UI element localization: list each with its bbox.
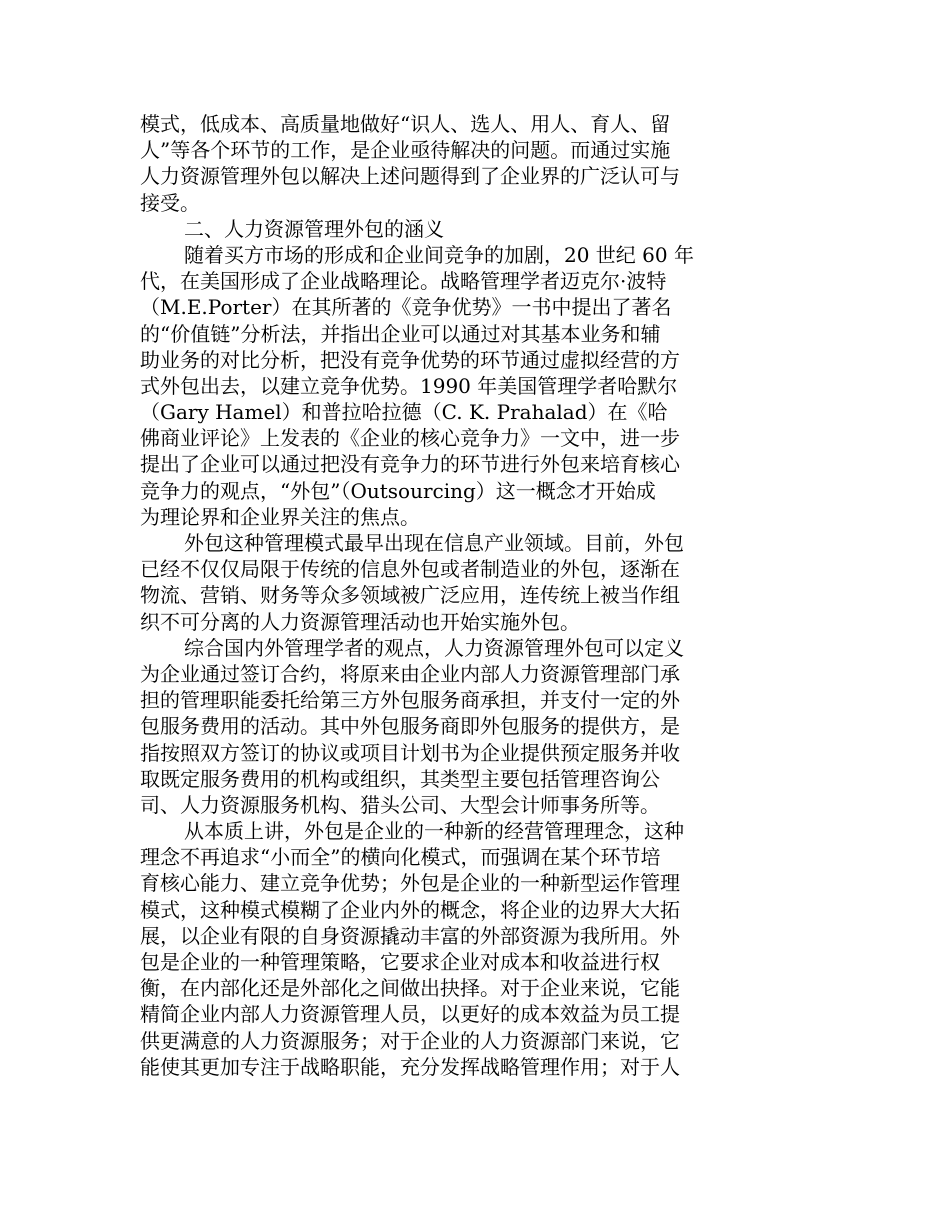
- text-line: 担的管理职能委托给第三方外包服务商承担，并支付一定的外: [140, 688, 680, 713]
- text-line: 模式，这种模式模糊了企业内外的概念，将企业的边界大大拓: [140, 897, 680, 922]
- text-line: 司、人力资源服务机构、猎头公司、大型会计师事务所等。: [140, 792, 660, 817]
- text-line: 式外包出去，以建立竞争优势。1990 年美国管理学者哈默尔: [140, 373, 678, 398]
- text-line: 育核心能力、建立竞争优势；外包是企业的一种新型运作管理: [140, 871, 680, 896]
- text-line: 为理论界和企业界关注的焦点。: [140, 504, 420, 529]
- text-line: 理念不再追求“小而全”的横向化模式，而强调在某个环节培: [140, 845, 661, 870]
- text-line: 衡，在内部化还是外部化之间做出抉择。对于企业来说，它能: [140, 976, 680, 1001]
- text-line: 物流、营销、财务等众多领域被广泛应用，连传统上被当作组: [140, 583, 680, 608]
- text-line: 取既定服务费用的机构或组织，其类型主要包括管理咨询公: [140, 766, 660, 791]
- text-line: 佛商业评论》上发表的《企业的核心竞争力》一文中，进一步: [140, 426, 680, 451]
- text-line: 已经不仅仅局限于传统的信息外包或者制造业的外包，逐渐在: [140, 557, 680, 582]
- text-line: 人力资源管理外包以解决上述问题得到了企业界的广泛认可与: [140, 164, 680, 189]
- text-line: 包服务费用的活动。其中外包服务商即外包服务的提供方，是: [140, 714, 680, 739]
- text-line: 模式，低成本、高质量地做好“识人、选人、用人、育人、留: [140, 112, 671, 136]
- text-line: 织不可分离的人力资源管理活动也开始实施外包。: [140, 609, 580, 634]
- text-line: 随着买方市场的形成和企业间竞争的加剧，20 世纪 60 年: [184, 242, 694, 267]
- text-line: 的“价值链”分析法，并指出企业可以通过对其基本业务和辅: [140, 321, 661, 346]
- text-line: 外包这种管理模式最早出现在信息产业领域。目前，外包: [184, 531, 684, 555]
- text-line: 提出了企业可以通过把没有竞争力的环节进行外包来培育核心: [140, 452, 680, 477]
- text-line: 能使其更加专注于战略职能，充分发挥战略管理作用；对于人: [140, 1054, 680, 1079]
- text-line: 展，以企业有限的自身资源撬动丰富的外部资源为我所用。外: [140, 923, 680, 948]
- text-line: 精简企业内部人力资源管理人员，以更好的成本效益为员工提: [140, 1002, 680, 1027]
- text-line: 包是企业的一种管理策略，它要求企业对成本和收益进行权: [140, 950, 660, 974]
- text-line: 为企业通过签订合约，将原来由企业内部人力资源管理部门承: [140, 661, 680, 686]
- section-heading: 二、人力资源管理外包的涵义: [184, 216, 444, 241]
- text-line: 人”等各个环节的工作，是企业亟待解决的问题。而通过实施: [140, 138, 671, 163]
- text-line: 从本质上讲，外包是企业的一种新的经营管理理念，这种: [184, 819, 684, 844]
- text-line: 竞争力的观点，“外包”（Outsourcing）这一概念才开始成: [140, 478, 656, 503]
- text-line: 指按照双方签订的协议或项目计划书为企业提供预定服务并收: [140, 740, 680, 765]
- document-page: [140, 111, 740, 1080]
- text-line: （Gary Hamel）和普拉哈拉德（C. K. Prahalad）在《哈: [140, 400, 668, 425]
- text-line: （M.E.Porter）在其所著的《竞争优势》一书中提出了著名: [140, 295, 672, 320]
- text-line: 代，在美国形成了企业战略理论。战略管理学者迈克尔·波特: [140, 269, 667, 294]
- text-line: 助业务的对比分析，把没有竞争优势的环节通过虚拟经营的方: [140, 347, 680, 372]
- text-line: 供更满意的人力资源服务；对于企业的人力资源部门来说，它: [140, 1028, 680, 1053]
- text-line: 接受。: [140, 190, 200, 215]
- text-line: 综合国内外管理学者的观点，人力资源管理外包可以定义: [184, 635, 684, 660]
